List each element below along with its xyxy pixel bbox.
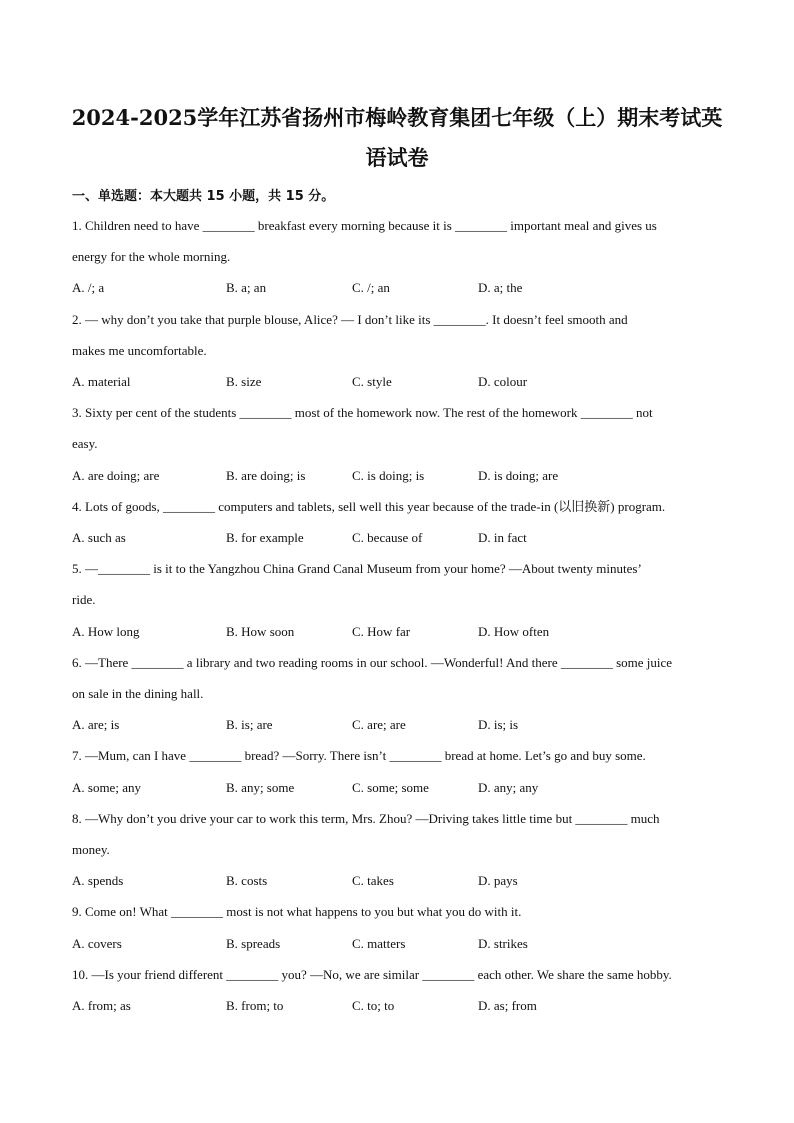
option-c: C. matters: [352, 936, 406, 951]
option-c: C. /; an: [352, 280, 390, 295]
question-3-line-2: easy.: [72, 436, 98, 451]
option-d: D. as; from: [478, 998, 537, 1013]
question-5-line-2: ride.: [72, 592, 96, 607]
option-c: C. How far: [352, 624, 411, 639]
option-b: B. costs: [226, 873, 268, 888]
option-a: A. are doing; are: [72, 468, 160, 483]
question-3-line-1: 3. Sixty per cent of the students ________ most of the homework now. The rest of the homework ________ not: [72, 405, 653, 420]
option-a: A. /; a: [72, 280, 105, 295]
question-1-line-1: 1. Children need to have ________ breakfast every morning because it is ________ important meal and gives us: [72, 218, 657, 233]
question-7-options: [72, 779, 732, 797]
option-c: C. because of: [352, 530, 423, 545]
option-b: B. size: [226, 374, 262, 389]
question-8-options: [72, 872, 732, 890]
exam-title-line-2: 语试卷: [365, 145, 429, 170]
question-4-line-1: 4. Lots of goods, ________ computers and tablets, sell well this year because of the trade-in (以旧换新) program.: [72, 499, 666, 514]
question-4-options: [72, 529, 732, 547]
question-9-line-1: 9. Come on! What ________ most is not what happens to you but what you do with it.: [72, 904, 522, 919]
option-c: C. to; to: [352, 998, 395, 1013]
option-a: A. such as: [72, 530, 126, 545]
option-b: B. from; to: [226, 998, 284, 1013]
question-1-line-2: energy for the whole morning.: [72, 249, 231, 264]
question-2-line-2: makes me uncomfortable.: [72, 343, 207, 358]
option-d: D. colour: [478, 374, 528, 389]
exam-title-line-1: 2024-2025学年江苏省扬州市梅岭教育集团七年级（上）期末考试英: [71, 105, 723, 130]
section-heading: 一、单选题：本大题共 15 小题，共 15 分。: [72, 189, 335, 204]
option-d: D. is; is: [478, 717, 519, 732]
option-c: C. is doing; is: [352, 468, 425, 483]
option-a: A. covers: [72, 936, 122, 951]
question-8-line-1: 8. —Why don’t you drive your car to work this term, Mrs. Zhou? —Driving takes little time but ________ much: [72, 811, 660, 826]
option-d: D. any; any: [478, 780, 539, 795]
option-a: A. How long: [72, 624, 140, 639]
question-2-line-1: 2. — why don’t you take that purple blouse, Alice? — I don’t like its ________. It doesn’t feel smooth and: [72, 312, 628, 327]
option-b: B. any; some: [226, 780, 295, 795]
option-b: B. spreads: [226, 936, 281, 951]
question-5-options: [72, 623, 732, 641]
option-b: B. a; an: [226, 280, 267, 295]
question-10-line-1: 10. —Is your friend different ________ you? —No, we are similar ________ each other. We share the same hobby.: [72, 967, 672, 982]
question-9-options: [72, 935, 732, 953]
exam-title: [60, 98, 734, 178]
question-3-options: [72, 467, 732, 485]
question-6-line-2: on sale in the dining hall.: [72, 686, 204, 701]
option-a: A. spends: [72, 873, 124, 888]
question-6-options: [72, 716, 732, 734]
question-7-line-1: 7. —Mum, can I have ________ bread? —Sorry. There isn’t ________ bread at home. Let’s go and buy some.: [72, 748, 646, 763]
question-6-line-1: 6. —There ________ a library and two reading rooms in our school. —Wonderful! And there ________ some juice: [72, 655, 673, 670]
option-c: C. some; some: [352, 780, 429, 795]
question-8-line-2: money.: [72, 842, 110, 857]
question-1-options: [72, 279, 732, 297]
question-10-options: [72, 997, 732, 1015]
option-a: A. from; as: [72, 998, 131, 1013]
option-d: D. How often: [478, 624, 550, 639]
option-c: C. style: [352, 374, 392, 389]
option-a: A. material: [72, 374, 131, 389]
option-b: B. How soon: [226, 624, 295, 639]
option-b: B. for example: [226, 530, 304, 545]
option-d: D. pays: [478, 873, 518, 888]
option-c: C. are; are: [352, 717, 406, 732]
option-d: D. strikes: [478, 936, 528, 951]
option-a: A. some; any: [72, 780, 141, 795]
option-d: D. in fact: [478, 530, 527, 545]
question-2-options: [72, 373, 732, 391]
option-a: A. are; is: [72, 717, 120, 732]
question-5-line-1: 5. —________ is it to the Yangzhou China Grand Canal Museum from your home? —About twenty minutes’: [72, 561, 642, 576]
option-b: B. is; are: [226, 717, 273, 732]
option-c: C. takes: [352, 873, 394, 888]
option-d: D. a; the: [478, 280, 523, 295]
option-d: D. is doing; are: [478, 468, 559, 483]
option-b: B. are doing; is: [226, 468, 306, 483]
